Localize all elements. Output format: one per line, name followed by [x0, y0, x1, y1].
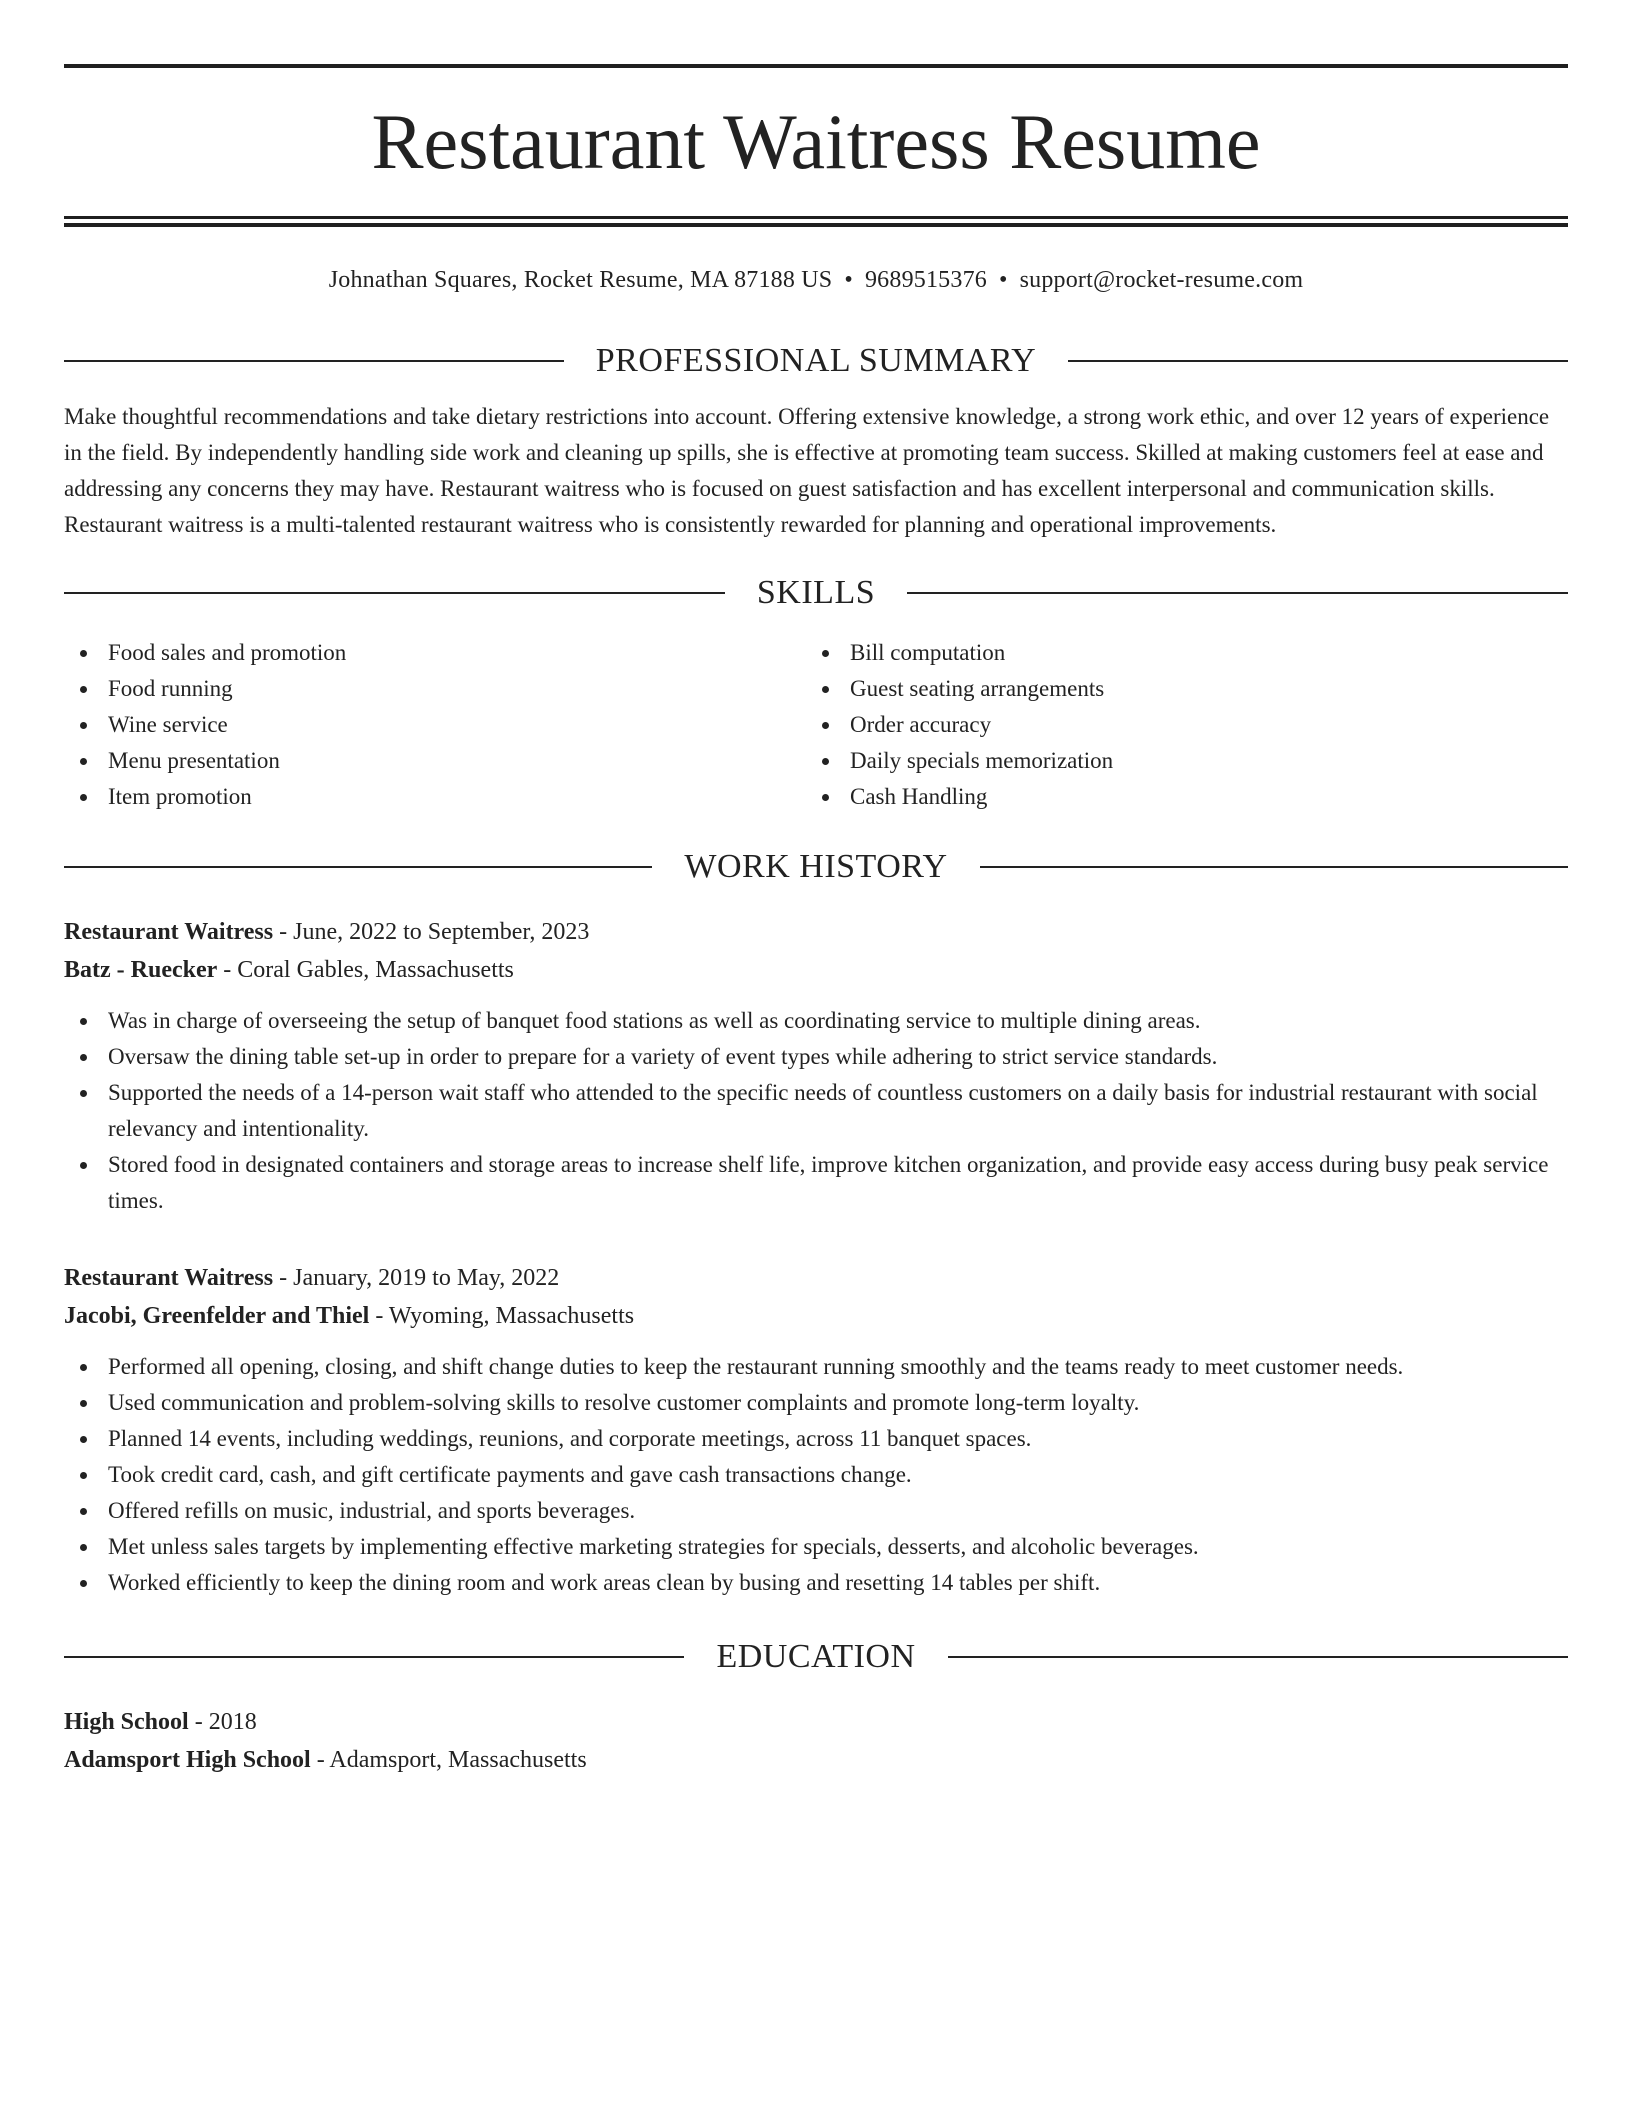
education-entry [64, 1703, 1568, 1779]
header-rule [64, 1656, 684, 1658]
skill-item: Order accuracy [806, 707, 1548, 743]
skills-column-left [64, 635, 806, 815]
section-title: SKILLS [756, 574, 876, 611]
job-duty: Met unless sales targets by implementing effective marketing strategies for specials, desserts, and alcoholic beverages. [64, 1529, 1568, 1565]
job-company: Batz - Ruecker [64, 957, 218, 983]
header-rule [64, 592, 725, 594]
job-company-line [64, 1297, 1568, 1335]
education-year: - 2018 [188, 1709, 257, 1735]
job-duty: Oversaw the dining table set-up in order to prepare for a variety of event types while adhering to strict service standards. [64, 1039, 1568, 1075]
job-entry [64, 913, 1568, 1219]
title-double-rule [64, 216, 1568, 227]
section-title: EDUCATION [716, 1638, 916, 1675]
job-company-line [64, 951, 1568, 989]
section-header-summary [64, 341, 1568, 381]
job-duty: Was in charge of overseeing the setup of banquet food stations as well as coordinating service to multiple dining areas. [64, 1003, 1568, 1039]
contact-address: Johnathan Squares, Rocket Resume, MA 87188 US [328, 267, 833, 293]
contact-separator: • [998, 267, 1008, 293]
job-duty: Supported the needs of a 14-person wait staff who attended to the specific needs of countless customers on a daily basis for industrial restaurant with social relevancy and intentionality. [64, 1075, 1568, 1147]
contact-phone: 9689515376 [864, 267, 987, 293]
job-title-line [64, 1259, 1568, 1297]
job-dates: - January, 2019 to May, 2022 [273, 1265, 560, 1291]
skill-item: Daily specials memorization [806, 743, 1548, 779]
job-location: - Coral Gables, Massachusetts [217, 957, 514, 983]
section-header-work [64, 847, 1568, 887]
page-title: Restaurant Waitress Resume [371, 98, 1261, 185]
section-header-skills [64, 573, 1568, 613]
job-duty: Planned 14 events, including weddings, reunions, and corporate meetings, across 11 banquet spaces. [64, 1421, 1568, 1457]
skills-grid [64, 635, 1568, 815]
education-location: - Adamsport, Massachusetts [310, 1747, 587, 1773]
job-dates: - June, 2022 to September, 2023 [273, 919, 590, 945]
header-rule [907, 592, 1568, 594]
contact-line [64, 265, 1568, 295]
education-degree: High School [64, 1709, 189, 1735]
job-company: Jacobi, Greenfelder and Thiel [64, 1303, 370, 1329]
contact-separator: • [844, 267, 853, 293]
resume-page [64, 64, 1568, 1779]
header-rule [64, 866, 652, 868]
header-rule [64, 360, 564, 362]
job-location: - Wyoming, Massachusetts [369, 1303, 635, 1329]
skill-item: Food running [64, 671, 806, 707]
education-degree-line [64, 1703, 1568, 1741]
summary-text: Make thoughtful recommendations and take dietary restrictions into account. Offering extensive knowledge, a strong work ethic, and over 12 years of experience in the field. By independently handling side work and cleaning up spills, she is effective at promoting team success. Skilled at making customers feel at ease and addressing any concerns they may have. Restaurant waitress who is focused on guest satisfaction and has excellent interpersonal and communication skills. Restaurant waitress is a multi-talented restaurant waitress who is consistently rewarded for planning and operational improvements. [64, 404, 1550, 537]
header-rule [1068, 360, 1568, 362]
skill-item: Bill computation [806, 635, 1548, 671]
skill-item: Guest seating arrangements [806, 671, 1548, 707]
job-title: Restaurant Waitress [64, 919, 274, 945]
job-duties [64, 1003, 1568, 1219]
job-title-line [64, 913, 1568, 951]
header-rule [948, 1656, 1568, 1658]
job-entry [64, 1259, 1568, 1601]
job-duties [64, 1349, 1568, 1601]
job-duty: Offered refills on music, industrial, and sports beverages. [64, 1493, 1568, 1529]
section-title: WORK HISTORY [684, 848, 948, 885]
job-duty: Worked efficiently to keep the dining room and work areas clean by busing and resetting 14 tables per shift. [64, 1565, 1568, 1601]
skill-item: Cash Handling [806, 779, 1548, 815]
education-school: Adamsport High School [64, 1747, 311, 1773]
job-duty: Took credit card, cash, and gift certificate payments and gave cash transactions change. [64, 1457, 1568, 1493]
section-header-education [64, 1637, 1568, 1677]
job-duty: Performed all opening, closing, and shift change duties to keep the restaurant running smoothly and the teams ready to meet customer needs. [64, 1349, 1568, 1385]
skill-item: Food sales and promotion [64, 635, 806, 671]
skills-column-right [806, 635, 1548, 815]
education-school-line [64, 1741, 1568, 1779]
skill-item: Item promotion [64, 779, 806, 815]
job-duty: Stored food in designated containers and storage areas to increase shelf life, improve kitchen organization, and provide easy access during busy peak service times. [64, 1147, 1568, 1219]
contact-email: support@rocket-resume.com [1019, 267, 1304, 293]
job-title: Restaurant Waitress [64, 1265, 274, 1291]
job-duty: Used communication and problem-solving skills to resolve customer complaints and promote long-term loyalty. [64, 1385, 1568, 1421]
header-rule [980, 866, 1568, 868]
section-title: PROFESSIONAL SUMMARY [595, 342, 1037, 379]
skill-item: Menu presentation [64, 743, 806, 779]
top-rule [64, 64, 1568, 68]
skill-item: Wine service [64, 707, 806, 743]
